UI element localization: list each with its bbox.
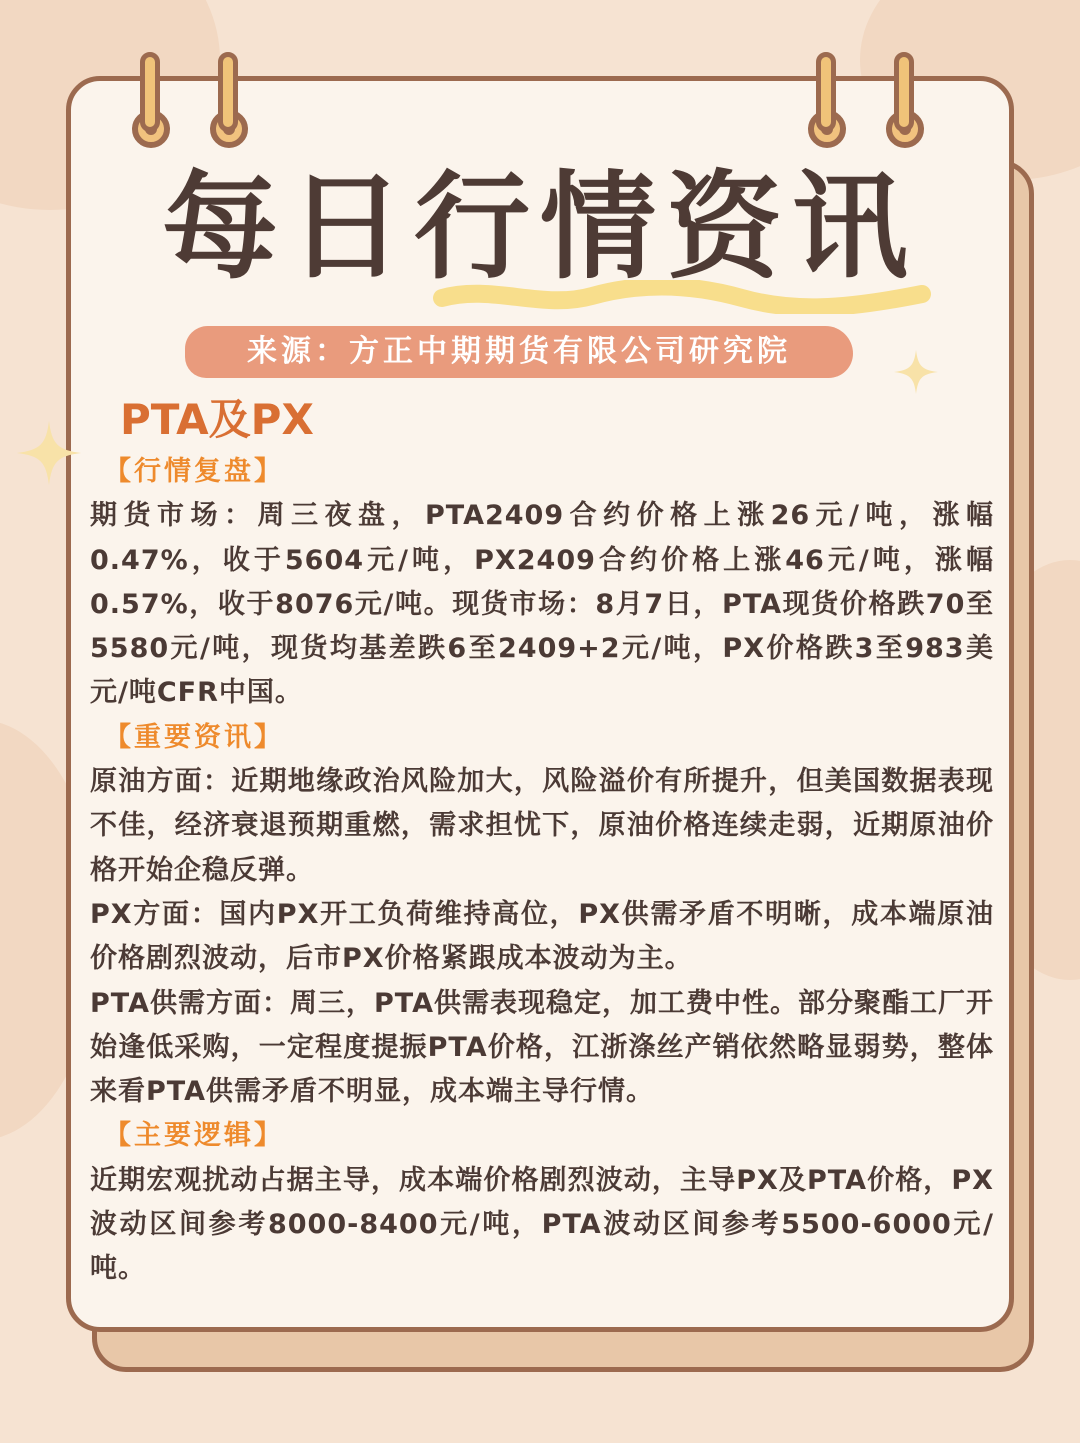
- source-label: 来源：方正中期期货有限公司研究院: [247, 334, 791, 369]
- pta-paragraph: PTA供需方面：周三，PTA供需表现稳定，加工费中性。部分聚酯工厂开始逢低采购，一定程度提振PTA价格，江浙涤丝产销依然略显弱势，整体来看PTA供需矛盾不明显，成本端主导行情。: [90, 987, 995, 1108]
- page-title: 每日行情资讯: [162, 160, 918, 295]
- binder-hook-icon: [816, 52, 836, 132]
- article-body: [90, 450, 994, 1292]
- main-logic-heading: 【主要逻辑】: [104, 1120, 284, 1152]
- crude-oil-paragraph: 原油方面：近期地缘政治风险加大，风险溢价有所提升，但美国数据表现不佳，经济衰退预期重燃，需求担忧下，原油价格连续走弱，近期原油价格开始企稳反弹。: [90, 766, 994, 886]
- important-news-heading: 【重要资讯】: [104, 721, 284, 753]
- sparkle-icon: [14, 418, 84, 488]
- binder-hook-icon: [894, 52, 914, 132]
- market-review-text: 期货市场：周三夜盘，PTA2409合约价格上涨26元/吨，涨幅0.47%，收于5604元/吨，PX2409合约价格上涨46元/吨，涨幅0.57%，收于8076元/吨。现货市场：8月7日，PTA现货价格跌70至5580元/吨，现货均基差跌6至2409+2元/吨，PX价格跌3至983美元/吨CFR中国。: [90, 500, 994, 709]
- section-title: PTA及PX: [120, 395, 314, 444]
- binder-hook-icon: [140, 52, 160, 132]
- binder-hook-icon: [218, 52, 238, 132]
- px-paragraph: PX方面：国内PX开工负荷维持高位，PX供需矛盾不明晰，成本端原油价格剧烈波动，后市PX价格紧跟成本波动为主。: [90, 898, 994, 975]
- market-review-heading: 【行情复盘】: [104, 456, 284, 487]
- main-logic-text: 近期宏观扰动占据主导，成本端价格剧烈波动，主导PX及PTA价格，PX波动区间参考8000-8400元/吨，PTA波动区间参考5500-6000元/吨。: [90, 1164, 994, 1285]
- sparkle-icon: [892, 348, 940, 396]
